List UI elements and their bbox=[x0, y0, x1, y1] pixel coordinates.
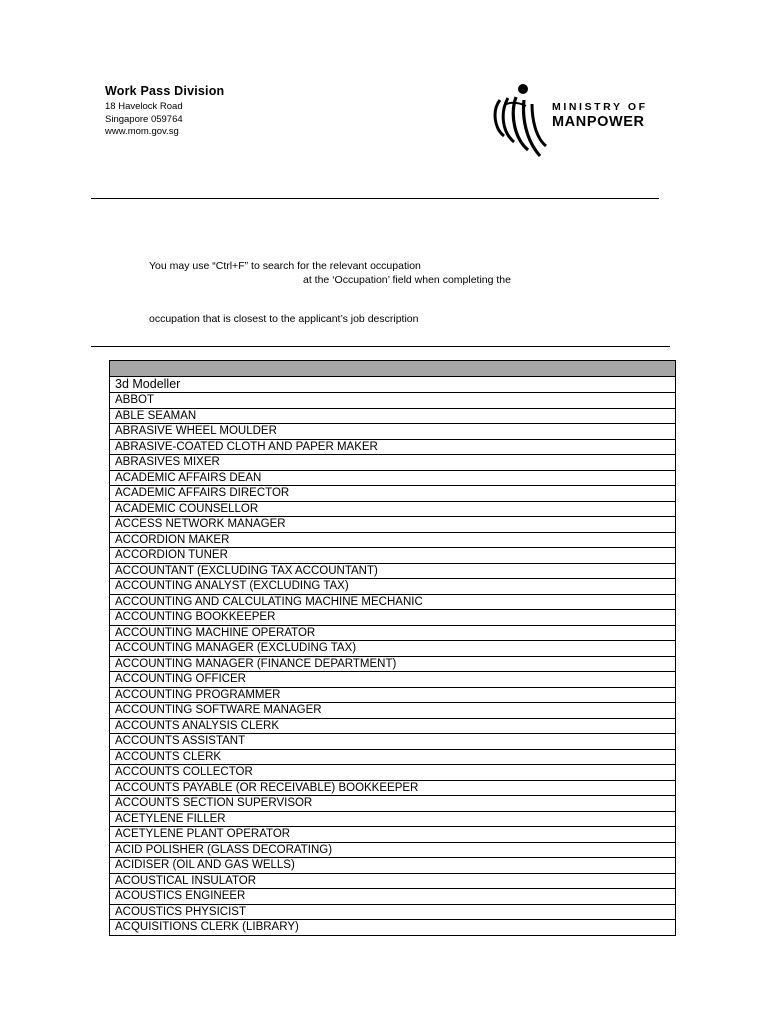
table-row bbox=[110, 656, 676, 672]
ministry-logo bbox=[488, 80, 658, 160]
occupation-cell: ACCOUNTS ANALYSIS CLERK bbox=[110, 718, 676, 734]
table-row bbox=[110, 625, 676, 641]
table-row bbox=[110, 734, 676, 750]
table-row bbox=[110, 439, 676, 455]
table-row bbox=[110, 548, 676, 564]
occupation-table-body bbox=[110, 377, 676, 936]
occupation-cell: ACCOUNTS SECTION SUPERVISOR bbox=[110, 796, 676, 812]
logo-line-manpower: MANPOWER bbox=[552, 114, 645, 130]
table-row bbox=[110, 827, 676, 843]
occupation-cell: ACIDISER (OIL AND GAS WELLS) bbox=[110, 858, 676, 874]
occupation-cell: ABRASIVES MIXER bbox=[110, 455, 676, 471]
occupation-table bbox=[109, 360, 676, 936]
instruction-line-1: You may use “Ctrl+F” to search for the relevant occupation bbox=[149, 260, 421, 272]
table-row bbox=[110, 610, 676, 626]
table-row bbox=[110, 749, 676, 765]
website-link[interactable]: www.mom.gov.sg bbox=[105, 126, 179, 137]
occupation-cell: ACCOUNTING MANAGER (EXCLUDING TAX) bbox=[110, 641, 676, 657]
table-row bbox=[110, 501, 676, 517]
table-row bbox=[110, 594, 676, 610]
table-row bbox=[110, 377, 676, 393]
occupation-cell: ACETYLENE PLANT OPERATOR bbox=[110, 827, 676, 843]
occupation-cell: ACQUISITIONS CLERK (LIBRARY) bbox=[110, 920, 676, 936]
occupation-cell: ABBOT bbox=[110, 393, 676, 409]
occupation-cell: ACCOUNTS COLLECTOR bbox=[110, 765, 676, 781]
occupation-cell: ACCOUNTING SOFTWARE MANAGER bbox=[110, 703, 676, 719]
table-row bbox=[110, 532, 676, 548]
table-row bbox=[110, 563, 676, 579]
occupation-cell: ACCOUNTING OFFICER bbox=[110, 672, 676, 688]
table-row bbox=[110, 517, 676, 533]
table-row bbox=[110, 641, 676, 657]
table-row bbox=[110, 873, 676, 889]
occupation-cell: ACCOUNTING AND CALCULATING MACHINE MECHANIC bbox=[110, 594, 676, 610]
table-row bbox=[110, 920, 676, 936]
occupation-cell: ACADEMIC AFFAIRS DIRECTOR bbox=[110, 486, 676, 502]
table-row bbox=[110, 780, 676, 796]
occupation-cell: ACADEMIC COUNSELLOR bbox=[110, 501, 676, 517]
table-row bbox=[110, 424, 676, 440]
table-row bbox=[110, 842, 676, 858]
occupation-cell: ACOUSTICAL INSULATOR bbox=[110, 873, 676, 889]
occupation-cell: ACCORDION TUNER bbox=[110, 548, 676, 564]
section-divider bbox=[91, 346, 670, 347]
table-row bbox=[110, 408, 676, 424]
occupation-cell: ACCOUNTING BOOKKEEPER bbox=[110, 610, 676, 626]
occupation-cell: ACCOUNTS PAYABLE (OR RECEIVABLE) BOOKKEEPER bbox=[110, 780, 676, 796]
table-row bbox=[110, 703, 676, 719]
ministry-logo-icon bbox=[488, 80, 550, 160]
table-row bbox=[110, 811, 676, 827]
table-row bbox=[110, 796, 676, 812]
table-row bbox=[110, 486, 676, 502]
occupation-cell: ACID POLISHER (GLASS DECORATING) bbox=[110, 842, 676, 858]
occupation-cell: ACCESS NETWORK MANAGER bbox=[110, 517, 676, 533]
occupation-cell: ACCOUNTS ASSISTANT bbox=[110, 734, 676, 750]
occupation-cell: ACADEMIC AFFAIRS DEAN bbox=[110, 470, 676, 486]
table-row bbox=[110, 455, 676, 471]
address-postal: Singapore 059764 bbox=[105, 113, 183, 125]
division-title: Work Pass Division bbox=[105, 84, 225, 98]
table-row bbox=[110, 672, 676, 688]
table-row bbox=[110, 579, 676, 595]
occupation-cell: ACOUSTICS ENGINEER bbox=[110, 889, 676, 905]
occupation-cell: ACETYLENE FILLER bbox=[110, 811, 676, 827]
table-row bbox=[110, 687, 676, 703]
ministry-logo-wordmark bbox=[552, 101, 648, 130]
occupation-cell: ACCOUNTING PROGRAMMER bbox=[110, 687, 676, 703]
occupation-cell: ACCOUNTING MANAGER (FINANCE DEPARTMENT) bbox=[110, 656, 676, 672]
occupation-cell: 3d Modeller bbox=[110, 377, 676, 393]
instruction-line-2: at the ‘Occupation’ field when completing the bbox=[303, 274, 511, 286]
table-row bbox=[110, 718, 676, 734]
address-street: 18 Havelock Road bbox=[105, 101, 183, 112]
occupation-cell: ACCOUNTING MACHINE OPERATOR bbox=[110, 625, 676, 641]
logo-line-ministry: MINISTRY OF bbox=[552, 101, 648, 113]
sender-address-block bbox=[105, 84, 224, 139]
occupation-cell: ACOUSTICS PHYSICIST bbox=[110, 904, 676, 920]
occupation-cell: ACCORDION MAKER bbox=[110, 532, 676, 548]
occupation-cell: ACCOUNTANT (EXCLUDING TAX ACCOUNTANT) bbox=[110, 563, 676, 579]
table-row bbox=[110, 889, 676, 905]
table-header-row bbox=[110, 361, 676, 377]
occupation-cell: ABRASIVE WHEEL MOULDER bbox=[110, 424, 676, 440]
occupation-cell: ACCOUNTS CLERK bbox=[110, 749, 676, 765]
instruction-line-3: occupation that is closest to the applicant’s job description bbox=[149, 313, 419, 325]
table-row bbox=[110, 904, 676, 920]
occupation-cell: ABRASIVE-COATED CLOTH AND PAPER MAKER bbox=[110, 439, 676, 455]
table-row bbox=[110, 765, 676, 781]
occupation-cell: ACCOUNTING ANALYST (EXCLUDING TAX) bbox=[110, 579, 676, 595]
table-row bbox=[110, 470, 676, 486]
table-header-cell bbox=[110, 361, 676, 377]
header-divider bbox=[91, 198, 659, 199]
table-row bbox=[110, 858, 676, 874]
table-row bbox=[110, 393, 676, 409]
occupation-cell: ABLE SEAMAN bbox=[110, 408, 676, 424]
